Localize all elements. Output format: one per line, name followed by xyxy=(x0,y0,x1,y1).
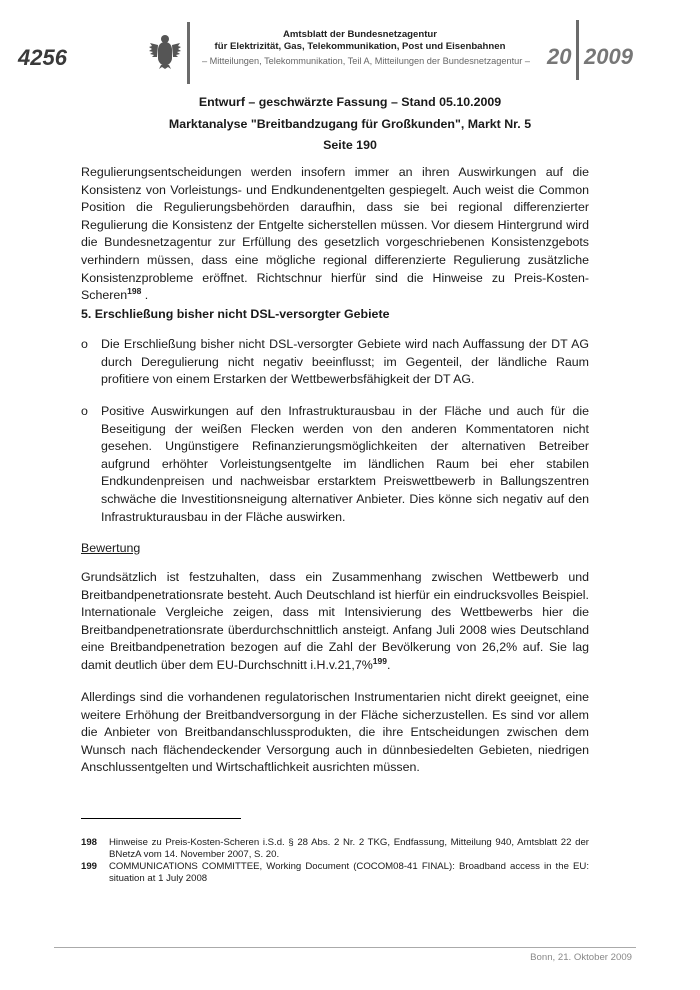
footnote-separator xyxy=(81,818,241,819)
paragraph-text: Regulierungsentscheidungen werden insofern immer an ihren Auswirkungen auf die Konsistenz von Vorleistungs- und Endkundenentgelten gespiegelt. Auch weist die Common Position die Regulierungsbehörden daraufhin, dass sie bei regional differenzierter Regulierung die Konsistenz der Entgelte sicherstellen müssen. Vor diesem Hintergrund wird die Bundesnetzagentur zur Erfüllung des gesetzlich vorgeschriebenen Konsistenzgebots verhindern müssen, dass eine mögliche regional differenzierte Regulierung zusätzliche Konsistenzprobleme eröffnet. Richtschnur hierfür sind die Hinweise zu Preis-Kosten-Scheren xyxy=(81,165,589,303)
gazette-subtitle: – Mitteilungen, Telekommunikation, Teil A, Mitteilungen der Bundesnetzagentur – xyxy=(201,56,530,66)
paragraph-text: Grundsätzlich ist festzuhalten, dass ein Zusammenhang zwischen Wettbewerb und Breitbandpenetrationsrate besteht. Auch Deutschland ist hierfür ein eindrucksvolles Beispiel. Internationale Vergleiche zeigen, dass mit Intensivierung des Wettbewerbs hier die Breitbandpenetrationsrate überdurchschnittlich ansteigt. Anfang Juli 2008 wies Deutschland eine Breitbandpenetration bezogen auf die Zahl der Bevölkerung von 26,2% auf. Sie lag damit deutlich über dem EU-Durchschnitt i.H.v.21,7% xyxy=(81,570,589,672)
page-number: 4256 xyxy=(18,45,67,70)
gazette-title-line2: für Elektrizität, Gas, Telekommunikation, Post und Eisenbahnen xyxy=(214,41,506,52)
footnote-number: 198 xyxy=(81,837,98,848)
footnote-number: 199 xyxy=(81,861,98,872)
paragraph-consistency xyxy=(81,164,589,305)
footnote-ref-199[interactable]: 199 xyxy=(372,655,387,666)
issue-year: 2009 xyxy=(584,44,633,69)
footer-date: Bonn, 21. Oktober 2009 xyxy=(530,952,632,963)
paragraph-competition xyxy=(81,569,589,675)
paragraph-end: . xyxy=(141,288,149,303)
issue-number: 20 xyxy=(547,44,572,69)
document-heading-page: Seite 190 xyxy=(323,138,377,152)
federal-eagle-icon xyxy=(148,32,182,70)
subsection-label-bewertung: Bewertung xyxy=(81,541,141,555)
footnote-text: Hinweise zu Preis-Kosten-Scheren i.S.d. § 28 Abs. 2 Nr. 2 TKG, Endfassung, Mitteilung 940, Amtsblatt 22 der BNetzA vom 14. November 2007, S. 20. xyxy=(109,837,589,861)
bullet-marker: o xyxy=(81,404,88,418)
paragraph-instruments: Allerdings sind die vorhandenen regulatorischen Instrumentarien nicht direkt geeignet, eine weitere Erhöhung der Breitbandversorgung in der Fläche sicherzustellen. Es sind vor allem die Anbieter von Breitbandanschlussprodukten, die ihre Entscheidungen zwischen dem Wunsch nach flächendeckender Versorgung auch in dünnbesiedelten Gebieten, niedrigen Anschlussentgelten und Wirtschaftlichkeit ausrichten müssen. xyxy=(81,690,589,775)
footnote-ref-198[interactable]: 198 xyxy=(127,286,142,297)
header-divider xyxy=(187,22,190,84)
footnote-199 xyxy=(81,861,589,885)
document-heading-title: Marktanalyse "Breitbandzugang für Großkunden", Markt Nr. 5 xyxy=(168,117,532,131)
section-heading: 5. Erschließung bisher nicht DSL-versorgter Gebiete xyxy=(81,307,390,321)
document-heading-status: Entwurf – geschwärzte Fassung – Stand 05.10.2009 xyxy=(198,95,502,109)
gazette-title-line1: Amtsblatt der Bundesnetzagentur xyxy=(282,29,438,40)
paragraph-end: . xyxy=(386,657,391,672)
issue-divider xyxy=(576,20,579,80)
bullet-text: Positive Auswirkungen auf den Infrastrukturausbau in der Fläche und auch für die Beseitigung der weißen Flecken werden von den anderen Kommentatoren nicht gesehen. Ungünstigere Refinanzierungsmöglichkeiten der alternativen Betreiber aufgrund erhöhter Vorleistungsentgelte im ländlichen Raum bei eher stabilen Endkundenpreisen und nachweisbar erstarktem Preiswettbewerb in Ballungszentren schwäche die Investitionsneigung alternativer Anbieter. Dies könne sich negativ auf den Infrastrukturausbau in der Fläche auswirken. xyxy=(101,404,589,524)
footnote-198 xyxy=(81,837,589,861)
bullet-marker: o xyxy=(81,337,88,351)
footnote-text: COMMUNICATIONS COMMITTEE, Working Document (COCOM08-41 FINAL): Broadband access in the EU: situation at 1 July 2008 xyxy=(109,861,589,885)
gazette-title xyxy=(195,29,525,53)
bullet-item xyxy=(81,403,589,526)
bullet-item xyxy=(81,336,589,389)
footer-divider xyxy=(54,947,636,948)
bullet-text: Die Erschließung bisher nicht DSL-versorgter Gebiete wird nach Auffassung der DT AG durch Deregulierung nicht negativ beeinflusst; im Gegenteil, der ländliche Raum profitiere von einem Erstarken der Wettbewerbsfähigkeit der DT AG. xyxy=(101,337,589,387)
